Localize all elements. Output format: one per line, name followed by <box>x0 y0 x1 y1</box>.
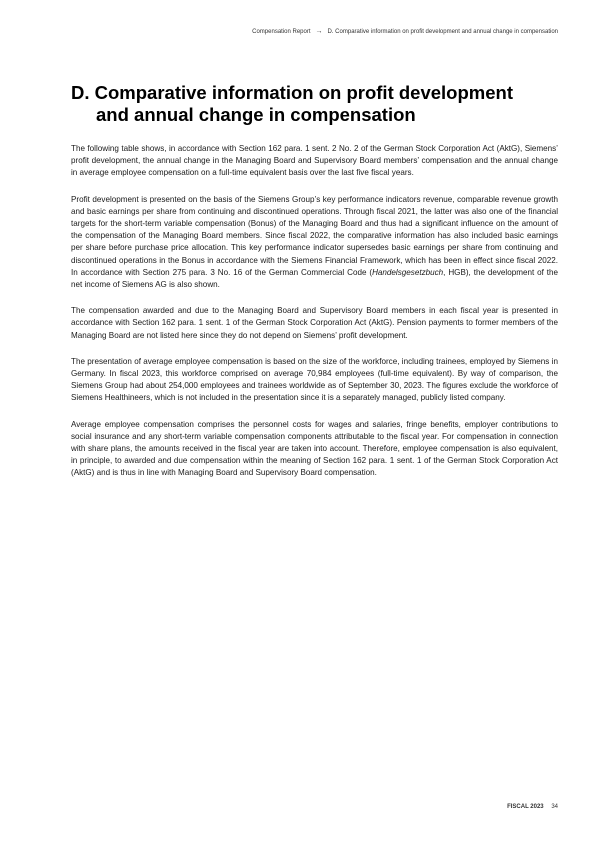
header-section-link[interactable]: Compensation Report <box>252 28 311 35</box>
title-line-2: and annual change in compensation <box>96 104 416 125</box>
paragraph-board-compensation: The compensation awarded and due to the Managing Board and Supervisory Board members in each fiscal year is presented in accordance with Section 162 para. 1 sent. 1 of the German Stock Corporation Act (AktG). Pension payments to former members of the Managing Board are not listed here since they do not depend on Siemens’ profit development. <box>71 306 558 340</box>
paragraph-employee-compensation: Average employee compensation comprises the personnel costs for wages and salaries, fringe benefits, employer contributions to social insurance and any short-term variable compensation components attributable to the fiscal year. For compensation in connection with share plans, the amounts received in the fiscal year are taken into account. Therefore, employee compensation is also equivalent, in principle, to awarded and due compensation within the meaning of Section 162 para. 1 sent. 1 of the German Stock Corporation Act (AktG) and is thus in line with Managing Board and Supervisory Board compensation. <box>71 419 558 478</box>
page-number: 34 <box>551 804 558 810</box>
paragraph-intro: The following table shows, in accordance with Section 162 para. 1 sent. 2 No. 2 of the German Stock Corporation Act (AktG), Siemens’ profit development, the annual change in the Managing Board and Supervisory Board members’ compensation and the annual change in average employee compensation on a full-time equivalent basis over the last five fiscal years. <box>71 144 558 178</box>
paragraph-profit-development: Profit development is presented on the basis of the Siemens Group’s key performance indicators revenue, comparable revenue growth and basic earnings per share from continuing and discontinued operations. Through fiscal 2021, the latter was also one of the financial targets for the short-term variable compensation (Bonus) of the Managing Board and thus had a significant influence on the amount of the compensation of the Managing Board members. Since fiscal 2022, the comparative information has also included basic earnings per share before purchase price allocation. This key performance indicator supersedes basic earnings per share from continuing and discontinued operations in the Bonus in accordance with the Siemens Financial Framework, which has been in effect since fiscal 2022. In accordance with Section 275 para. 3 No. 16 of the German Commercial Code (Handelsgesetzbuch, HGB), the development of the net income of Siemens AG is also shown. <box>71 194 558 290</box>
arrow-right-icon: → <box>315 28 323 35</box>
paragraph-employee-workforce: The presentation of average employee compensation is based on the size of the workforce, including trainees, employed by Siemens in Germany. In fiscal 2023, this workforce comprised on average 70,984 employees (full-time equivalent). By way of comparison, the Siemens Group had about 254,000 employees and trainees worldwide as of September 30, 2023. The figures exclude the workforce of Siemens Healthineers, which is not included in the presentation since it is a separately managed, publicly listed company. <box>71 356 558 403</box>
body-text <box>71 143 558 494</box>
page-footer <box>507 804 558 810</box>
running-header <box>252 28 558 35</box>
footer-label: FISCAL 2023 <box>507 804 544 810</box>
italic-term: Handelsgesetzbuch <box>372 267 444 277</box>
title-line-1: D. Comparative information on profit development <box>71 82 513 103</box>
header-subsection-link[interactable]: D. Comparative information on profit development and annual change in compensation <box>327 28 558 35</box>
page-title <box>71 82 541 126</box>
